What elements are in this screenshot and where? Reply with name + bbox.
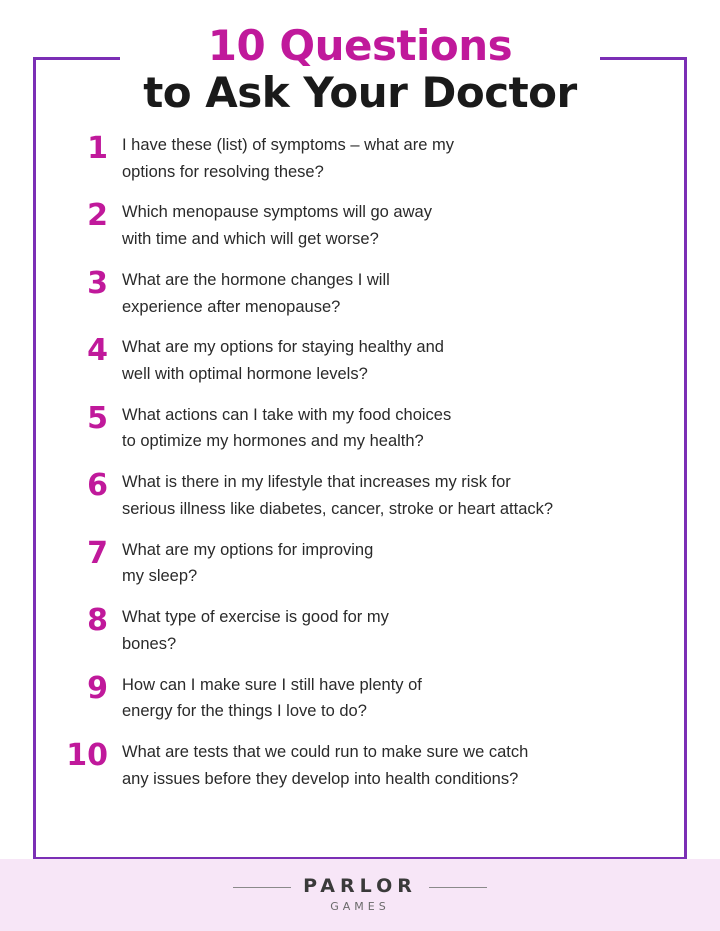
question-number: 6 — [87, 468, 108, 504]
list-item — [66, 334, 666, 387]
question-number: 2 — [87, 198, 108, 234]
question-line-1: I have these (list) of symptoms – what are my — [122, 136, 454, 154]
question-line-2: well with optimal hormone levels? — [122, 365, 368, 384]
question-number: 9 — [87, 670, 108, 706]
list-item — [66, 739, 666, 792]
list-item — [66, 469, 666, 522]
question-text — [122, 402, 666, 455]
brand-logo — [0, 875, 720, 913]
question-line-1: What is there in my lifestyle that increases my risk for — [122, 473, 511, 492]
question-line-2: to optimize my hormones and my health? — [122, 432, 424, 451]
question-list — [66, 132, 666, 806]
question-number: 1 — [87, 131, 108, 166]
question-line-1: What are tests that we could run to make sure we catch — [122, 742, 529, 761]
frame-left-line — [33, 57, 36, 857]
question-line-2: any issues before they develop into health conditions? — [122, 769, 519, 788]
question-line-1: What are my options for staying healthy and — [122, 338, 444, 357]
page-title — [0, 22, 720, 116]
question-line-1: What type of exercise is good for my — [122, 608, 389, 627]
list-item — [66, 267, 666, 320]
question-line-1: Which menopause symptoms will go away — [122, 203, 432, 222]
logo-main-row — [0, 875, 720, 897]
question-line-2: bones? — [122, 634, 177, 653]
question-text — [122, 739, 666, 792]
question-text — [122, 267, 666, 320]
question-text — [122, 199, 666, 252]
question-number: 3 — [87, 265, 108, 301]
question-number: 7 — [87, 535, 108, 571]
question-text — [122, 132, 666, 185]
list-item — [66, 199, 666, 252]
question-line-2: energy for the things I love to do? — [122, 702, 367, 721]
logo-subtext: GAMES — [330, 900, 390, 913]
title-line-primary: 10 Questions — [207, 21, 513, 70]
question-line-1: How can I make sure I still have plenty of — [122, 675, 422, 694]
question-number: 4 — [87, 333, 108, 369]
question-line-2: experience after menopause? — [122, 297, 341, 316]
list-item — [66, 672, 666, 725]
question-text — [122, 672, 666, 725]
question-number: 8 — [87, 603, 108, 639]
question-line-1: What actions can I take with my food choices — [122, 405, 452, 424]
question-line-2: options for resolving these? — [122, 162, 324, 181]
question-text — [122, 469, 666, 522]
question-line-1: What are my options for improving — [122, 540, 374, 559]
list-item — [66, 402, 666, 455]
list-item — [66, 132, 666, 185]
question-line-1: What are the hormone changes I will — [122, 270, 390, 289]
logo-wordmark: PARLOR — [303, 875, 417, 897]
question-text — [122, 604, 666, 657]
list-item — [66, 604, 666, 657]
question-text — [122, 334, 666, 387]
title-line-secondary: to Ask Your Doctor — [143, 68, 577, 118]
question-line-2: my sleep? — [122, 567, 198, 586]
question-number: 10 — [66, 737, 108, 773]
question-line-2: with time and which will get worse? — [122, 230, 379, 249]
question-line-2: serious illness like diabetes, cancer, stroke or heart attack? — [122, 499, 554, 518]
logo-left-rule-icon — [233, 887, 291, 888]
question-number: 5 — [87, 400, 108, 436]
frame-right-line — [684, 57, 687, 857]
logo-right-rule-icon — [429, 887, 487, 888]
question-text — [122, 537, 666, 590]
list-item — [66, 537, 666, 590]
